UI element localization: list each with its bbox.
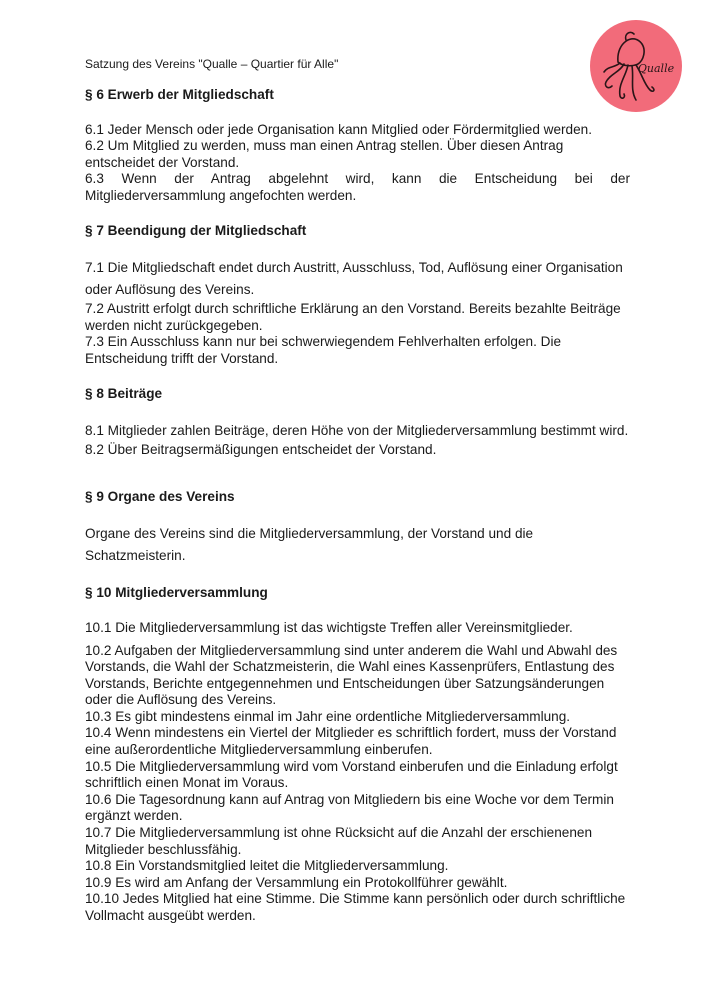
paragraph: 7.1 Die Mitgliedschaft endet durch Austritt, Ausschluss, Tod, Auflösung einer Organisation oder Auflösung des Vereins. (85, 260, 623, 298)
paragraph: 10.10 Jedes Mitglied hat eine Stimme. Die Stimme kann persönlich oder durch schriftliche Vollmacht ausgeübt werden. (85, 891, 626, 923)
paragraph: 10.5 Die Mitgliederversammlung wird vom Vorstand einberufen und die Einladung erfolgt schriftlich einen Monat im Voraus. (85, 758, 618, 791)
section-heading: § 8 Beiträge (85, 385, 163, 401)
paragraph: 8.1 Mitglieder zahlen Beiträge, deren Höhe von der Mitgliederversammlung bestimmt wird. (85, 423, 629, 439)
paragraph: 10.7 Die Mitgliederversammlung ist ohne Rücksicht auf die Anzahl der erschienenen Mitglieder beschlussfähig. (85, 825, 593, 857)
paragraph: 6.2 Um Mitglied zu werden, muss man einen Antrag stellen. Über diesen Antrag entscheidet der Vorstand. (85, 138, 564, 170)
paragraph: 10.6 Die Tagesordnung kann auf Antrag von Mitgliedern bis eine Woche vor dem Termin ergänzt werden. (85, 791, 614, 824)
paragraph: 10.9 Es wird am Anfang der Versammlung ein Protokollführer gewählt. (85, 874, 508, 890)
paragraph: 8.2 Über Beitragsermäßigungen entscheidet der Vorstand. (85, 442, 437, 458)
section-heading: § 10 Mitgliederversammlung (85, 585, 268, 601)
paragraph: 10.3 Es gibt mindestens einmal im Jahr eine ordentliche Mitgliederversammlung. (85, 708, 571, 724)
section-heading: § 6 Erwerb der Mitgliedschaft (85, 87, 274, 102)
paragraph: 10.8 Ein Vorstandsmitglied leitet die Mitgliederversammlung. (85, 858, 449, 874)
section-9 (85, 489, 630, 568)
document-body (85, 87, 630, 943)
paragraph: 6.1 Jeder Mensch oder jede Organisation kann Mitglied oder Fördermitglied werden. (85, 121, 593, 137)
paragraph: Organe des Vereins sind die Mitgliederversammlung, der Vorstand und die Schatzmeisterin. (85, 526, 534, 564)
document-header: Satzung des Vereins "Qualle – Quartier für Alle" (85, 57, 339, 71)
section-6 (85, 87, 630, 205)
paragraph: 10.1 Die Mitgliederversammlung ist das wichtigste Treffen aller Vereinsmitglieder. (85, 619, 573, 635)
section-8 (85, 386, 630, 459)
paragraph: 7.3 Ein Ausschluss kann nur bei schwerwiegendem Fehlverhalten erfolgen. Die Entscheidung trifft der Vorstand. (85, 334, 562, 366)
logo-text: Qualle (637, 62, 675, 75)
section-heading: § 7 Beendigung der Mitgliedschaft (85, 222, 307, 238)
paragraph: 10.4 Wenn mindestens ein Viertel der Mitglieder es schriftlich fordert, muss der Vorstand eine außerordentliche Mitgliederversammlung einberufen. (85, 725, 617, 758)
paragraph: 7.2 Austritt erfolgt durch schriftliche Erklärung an den Vorstand. Bereits bezahlte Beiträge werden nicht zurückgegeben. (85, 301, 621, 333)
paragraph: 10.2 Aufgaben der Mitgliederversammlung sind unter anderem die Wahl und Abwahl des Vorstands, die Wahl der Schatzmeisterin, die Wahl eines Kassenprüfers, Entlastung des Vorstands, Berichte entgegennehmen und Entscheidungen über Satzungsänderungen oder die Auflösung des Vereins. (85, 642, 618, 708)
paragraph: 6.3 Wenn der Antrag abgelehnt wird, kann die Entscheidung bei der Mitgliederversammlung angefochten werden. (85, 171, 630, 203)
section-heading: § 9 Organe des Vereins (85, 488, 235, 504)
section-7 (85, 223, 630, 368)
section-10 (85, 585, 630, 924)
